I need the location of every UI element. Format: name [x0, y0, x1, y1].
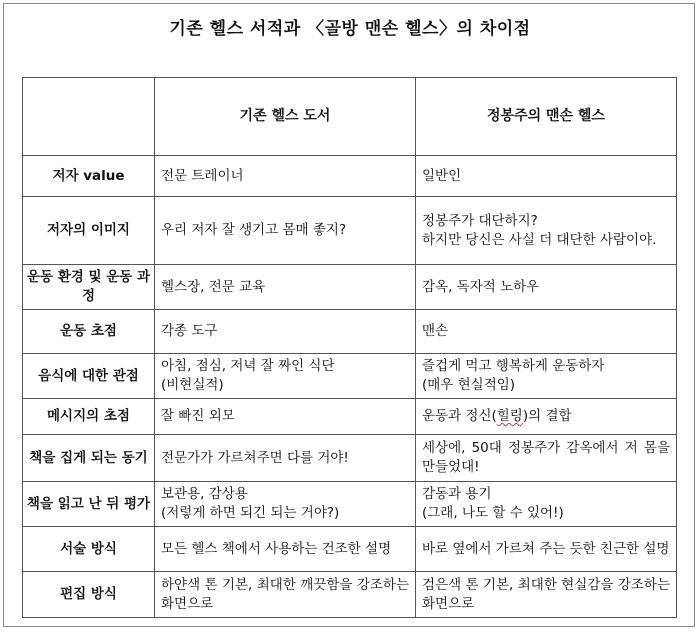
cell-new-underlined-word: 힐링 — [496, 408, 523, 424]
cell-new: 즐겁게 먹고 행복하게 운동하자 (매우 현실적임) — [416, 354, 677, 399]
cell-existing: 전문가가 가르쳐주면 다를 거야! — [155, 435, 416, 482]
cell-existing: 각종 도구 — [155, 310, 416, 354]
cell-existing: 헬스장, 전문 교육 — [155, 265, 416, 310]
row-label: 서술 방식 — [23, 527, 155, 572]
table-row — [23, 482, 677, 527]
table-row — [23, 527, 677, 572]
cell-new: 검은색 톤 기본, 최대한 현실감을 강조하는 화면으로 — [416, 572, 677, 618]
row-label: 책을 집게 되는 동기 — [23, 435, 155, 482]
row-label: 운동 환경 및 운동 과정 — [23, 265, 155, 310]
cell-new — [416, 399, 677, 435]
cell-existing: 우리 저자 잘 생기고 몸매 좋지? — [155, 197, 416, 265]
cell-existing: 하얀색 톤 기본, 최대한 깨끗함을 강조하는 화면으로 — [155, 572, 416, 618]
row-label: 메시지의 초점 — [23, 399, 155, 435]
cell-new: 맨손 — [416, 310, 677, 354]
cell-existing: 아침, 점심, 저녁 잘 짜인 식단 (비현실적) — [155, 354, 416, 399]
table-row — [23, 572, 677, 618]
table-row — [23, 399, 677, 435]
cell-existing: 보관용, 감상용 (저렇게 하면 되긴 되는 거야?) — [155, 482, 416, 527]
cell-new-part: )의 결합 — [522, 408, 572, 424]
cell-new: 감옥, 독자적 노하우 — [416, 265, 677, 310]
header-blank — [23, 78, 155, 156]
row-label: 책을 읽고 난 뒤 평가 — [23, 482, 155, 527]
cell-existing: 모든 헬스 책에서 사용하는 건조한 설명 — [155, 527, 416, 572]
cell-new: 정봉주가 대단하지? 하지만 당신은 사실 더 대단한 사람이야. — [416, 197, 677, 265]
row-label: 편집 방식 — [23, 572, 155, 618]
table-row — [23, 354, 677, 399]
table-row — [23, 310, 677, 354]
comparison-table — [22, 77, 677, 618]
row-label: 저자 value — [23, 156, 155, 197]
table-header-row — [23, 78, 677, 156]
cell-new-part: 운동과 정신( — [422, 408, 497, 424]
table-row — [23, 265, 677, 310]
cell-new: 감동과 용기 (그래, 나도 할 수 있어!) — [416, 482, 677, 527]
cell-new: 일반인 — [416, 156, 677, 197]
row-label: 음식에 대한 관점 — [23, 354, 155, 399]
table-row — [23, 435, 677, 482]
cell-existing: 잘 빠진 외모 — [155, 399, 416, 435]
header-existing-books: 기존 헬스 도서 — [155, 78, 416, 156]
cell-existing: 전문 트레이너 — [155, 156, 416, 197]
cell-new: 세상에, 50대 정봉주가 감옥에서 저 몸을 만들었대! — [416, 435, 677, 482]
cell-new: 바로 옆에서 가르쳐 주는 듯한 친근한 설명 — [416, 527, 677, 572]
header-bare-hand-health: 정봉주의 맨손 헬스 — [416, 78, 677, 156]
page-title: 기존 헬스 서적과 〈골방 맨손 헬스〉의 차이점 — [169, 19, 531, 39]
table-row — [23, 197, 677, 265]
row-label: 저자의 이미지 — [23, 197, 155, 265]
table-row — [23, 156, 677, 197]
row-label: 운동 초점 — [23, 310, 155, 354]
